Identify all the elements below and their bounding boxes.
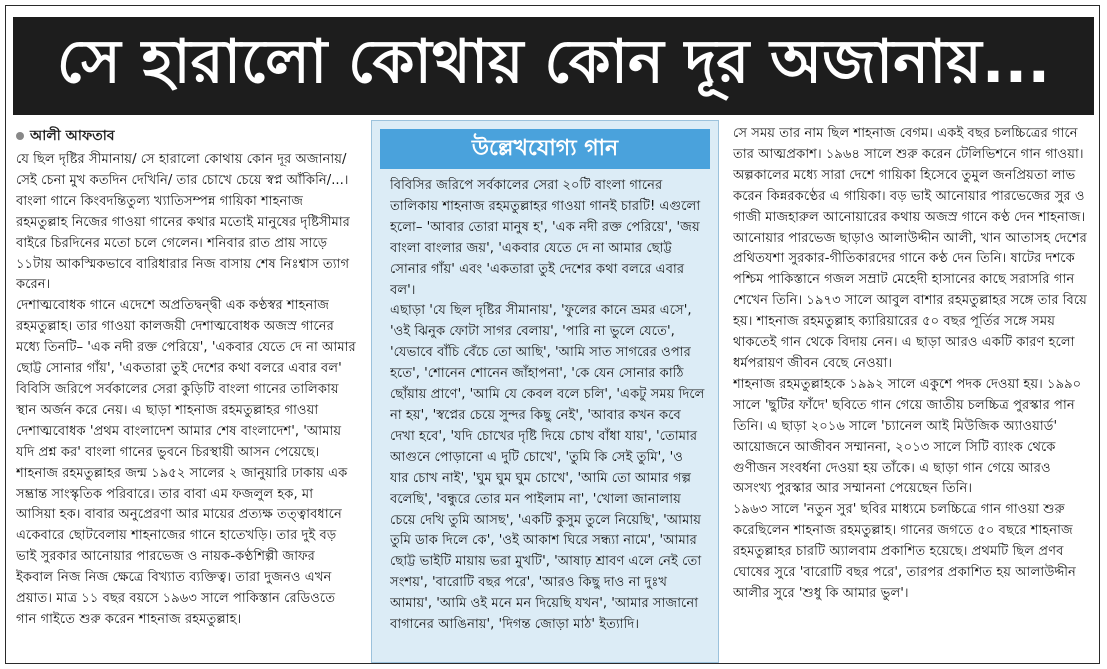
sidebox-title: উল্লেখযোগ্য গান [380, 129, 710, 169]
paragraph: ১৯৬৩ সালে 'নতুন সুর' ছবির মাধ্যমে চলচ্চিত্রে গান গাওয়া শুরু করেছিলেন শাহনাজ রহমতুল্লাহ। গানের জগতে ৫০ বছরে শাহনাজ রহমতুল্লাহর চারটি অ্যালবাম প্রকাশিত হয়েছে। প্রথমটি ছিল প্রণব ঘোষের সুরে 'বারোটি বছর পরে', তারপর প্রকাশিত হয় আলাউদ্দীন আলীর সুরে 'শুধু কি আমার ভুল'। [733, 502, 1076, 601]
paragraph: এছাড়া 'যে ছিল দৃষ্টির সীমানায়', 'ফুলের কানে ভ্রমর এসে', 'ওই ঝিনুক ফোটা সাগর বেলায়', 'পারি না ভুলে যেতে', 'যেভাবে বাঁচি বেঁচে তো আছি', 'আমি সাত সাগরের ওপার হতে', 'শোনেন শোনেন জাঁহাপনা', 'কে যেন সোনার কাঠি ছোঁয়ায় প্রাণে', 'আমি যে কেবল বলে চলি', 'একটু সময় দিলে না হয়', 'স্বপ্নের চেয়ে সুন্দর কিছু নেই', 'আবার কখন কবে দেখা হবে', 'যদি চোখের দৃষ্টি দিয়ে চোখ বাঁধা যায়', 'তোমার আগুনে পোড়ানো এ দুটি চোখে', 'তুমি কি সেই তুমি', 'ও যার চোখ নাই', 'ঘুম ঘুম ঘুম চোখে', 'আমি তো আমার গল্প বলেছি', 'বন্ধুরে তোর মন পাইলাম না', 'খোলা জানালায় চেয়ে দেখি তুমি আসছ', 'একটি কুসুম তুলে নিয়েছি', 'আমায় তুমি ডাক দিলে কে', 'ওই আকাশ ঘিরে সন্ধ্যা নামে', 'আমার ছোট্ট ভাইটি মায়ায় ভরা মুখটি', 'আষাঢ় শ্রাবণ এলে নেই তো সংশয়', 'বারোটি বছর পরে', 'আরও কিছু দাও না দুঃখ আমায়', 'আমি ওই মনে মন দিয়েছি যখন', 'আমার সাজানো বাগানের আঙিনায়', 'দিগন্ত জোড়া মাঠ' ইত্যাদি। [390, 303, 705, 633]
paragraph: শাহনাজ রহমতুল্লাহকে ১৯৯২ সালে একুশে পদক দেওয়া হয়। ১৯৯০ সালে 'ছুটির ফাঁদে' ছবিতে গান গেয়ে জাতীয় চলচ্চিত্র পুরস্কার পান তিনি। এ ছাড়া ২০১৬ সালে 'চ্যানেল আই মিউজিক অ্যাওয়ার্ড' আয়োজনে আজীবন সম্মাননা, ২০১৩ সালে সিটি ব্যাংক থেকে গুণীজন সংবর্ধনা দেওয়া হয় তাঁকে। এ ছাড়া গান গেয়ে আরও অসংখ্য পুরস্কার আর সম্মাননা পেয়েছেন তিনি। [733, 376, 1082, 497]
headline: সে হারালো কোথায় কোন দূর অজানায়... [13, 17, 1094, 115]
byline [16, 124, 115, 148]
paragraph: বিবিসির জরিপে সর্বকালের সেরা ২০টি বাংলা গানের তালিকায় শাহনাজ রহমতুল্লাহর গাওয়া গানই চারটি! এগুলো হলো– 'আবার তোরা মানুষ হ', 'এক নদী রক্ত পেরিয়ে', 'জয় বাংলা বাংলার জয়', 'একবার যেতে দে না আমার ছোট্ট সোনার গাঁয়' এবং 'একতারা তুই দেশের কথা বলরে এবার বল'। [390, 178, 701, 298]
paragraph: যে ছিল দৃষ্টির সীমানায়/ সে হারালো কোথায় কোন দূর অজানায়/ সেই চেনা মুখ কতদিন দেখিনি/ তার চোখে চেয়ে স্বপ্ন আঁকিনি/...। বাংলা গানে কিংবদন্তিতুল্য খ্যাতিসম্পন্ন গায়িকা শাহনাজ রহমতুল্লাহ নিজের গাওয়া গানের কথার মতোই মানুষের দৃষ্টিসীমার বাইরে চিরদিনের মতো চলে গেলেন। শনিবার রাত প্রায় সাড়ে ১১টায় আকস্মিকভাবে বারিধারার নিজ বাসায় শেষ নিঃশ্বাস ত্যাগ করেন। [16, 152, 350, 293]
paragraph: দেশাত্মবোধক গানে এদেশে অপ্রতিদ্বন্দ্বী এক কণ্ঠস্বর শাহনাজ রহমতুল্লাহ। তার গাওয়া কালজয়ী দেশাত্মবোধক অজস্র গানের মধ্যে তিনটি– 'এক নদী রক্ত পেরিয়ে', 'একবার যেতে দে না আমার ছোট্ট সোনার গাঁয়', 'একতারা তুই দেশের কথা বলরে এবার বল' বিবিসি জরিপে সর্বকালের সেরা কুড়িটি বাংলা গানের তালিকায় স্থান অর্জন করে নেয়। এ ছাড়া শাহনাজ রহমতুল্লাহর গাওয়া দেশাত্মবোধক 'প্রথম বাংলাদেশ আমার শেষ বাংলাদেশ', 'আমায় যদি প্রশ্ন কর' বাংলা গানের ভুবনে চিরস্থায়ী আসন পেয়েছে। [16, 298, 356, 460]
notable-songs-box [371, 120, 719, 663]
author-name: আলী আফতাব [30, 128, 115, 144]
article-column-3 [733, 124, 1093, 662]
sidebox-body [390, 176, 705, 658]
paragraph: শাহনাজ রহমতুল্লাহর জন্ম ১৯৫২ সালের ২ জানুয়ারি ঢাকায় এক সম্ভ্রান্ত সাংস্কৃতিক পরিবারে। তার বাবা এম ফজলুল হক, মা আসিয়া হক। বাবার অনুপ্রেরণা আর মায়ের প্রত্যক্ষ তত্ত্বাবধানে একেবারে ছোটবেলায় শাহনাজের গানে হাতেখড়ি। তার দুই বড় ভাই সুরকার আনোয়ার পারভেজ ও নায়ক-কণ্ঠশিল্পী জাফর ইকবাল নিজ নিজ ক্ষেত্রে বিখ্যাত ব্যক্তিত্ব। তারা দুজনও এখন প্রয়াত। মাত্র ১১ বছর বয়সে ১৯৬৩ সালে পাকিস্তান রেডিওতে গান গাইতে শুরু করেন শাহনাজ রহমতুল্লাহ। [16, 465, 348, 627]
bullet-icon [16, 132, 24, 140]
article-column-1 [16, 150, 356, 662]
paragraph: সে সময় তার নাম ছিল শাহনাজ বেগম। একই বছর চলচ্চিত্রের গানে তার আত্মপ্রকাশ। ১৯৬৪ সালে শুরু করেন টেলিভিশনে গান গাওয়া। অল্পকালের মধ্যে সারা দেশে গায়িকা হিসেবে তুমুল জনপ্রিয়তা লাভ করেন কিন্নরকণ্ঠের এ গায়িকা। বড় ভাই আনোয়ার পারভেজের সুর ও গাজী মাজহারুল আনোয়ারের কথায় অজস্র গানে কণ্ঠ দেন শাহনাজ। আনোয়ার পারভেজ ছাড়াও আলাউদ্দীন আলী, খান আতাসহ দেশের প্রথিতযশা সুরকার-গীতিকারদের গানে কণ্ঠ দেন তিনি। ষাটের দশকে পশ্চিম পাকিস্তানে গজল সম্রাট মেহেদী হাসানের কাছে সরাসরি গান শেখেন তিনি। ১৯৭৩ সালে আবুল বাশার রহমতুল্লাহর সঙ্গে তার বিয়ে হয়। শাহনাজ রহমতুল্লাহ ক্যারিয়ারের ৫০ বছর পূর্তির সঙ্গে সময় থাকতেই গান থেকে বিদায় নেন। এ ছাড়া আরও একটি কারণ হলো ধর্মপরায়ণ জীবন বেছে নেওয়া। [733, 126, 1087, 371]
